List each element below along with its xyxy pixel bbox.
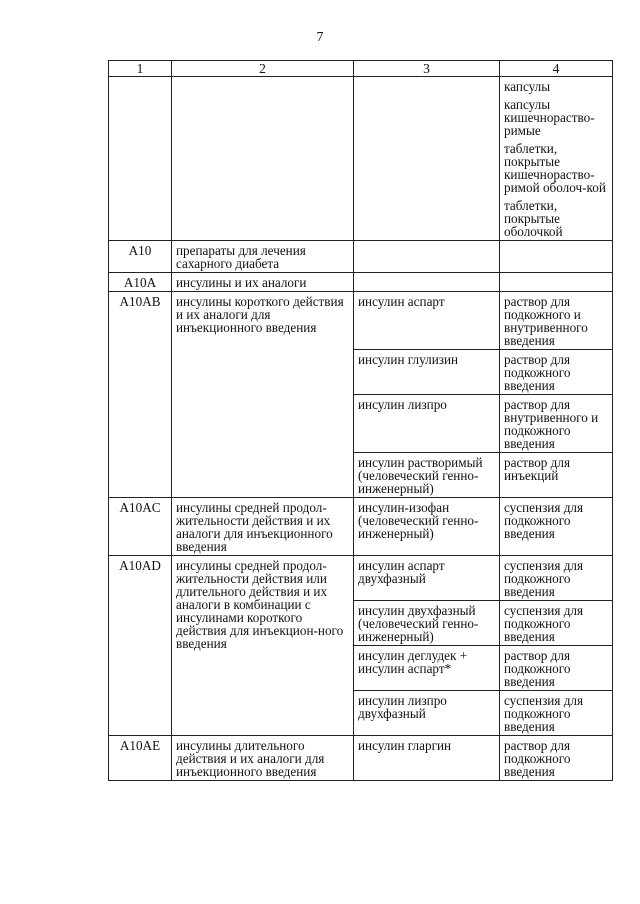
dosage-form: раствор для подкожного и внутривенного введения	[500, 292, 613, 350]
group-name	[172, 77, 354, 241]
group-name: инсулины средней продол-жительности действия и их аналоги для инъекционного введения	[172, 498, 354, 556]
group-name: препараты для лечения сахарного диабета	[172, 241, 354, 273]
group-name: инсулины длительного действия и их аналоги для инъекционного введения	[172, 736, 354, 781]
group-name: инсулины и их аналоги	[172, 273, 354, 292]
dosage-form: раствор для инъекций	[500, 453, 613, 498]
dosage-form: таблетки, покрытые оболочкой	[504, 198, 563, 239]
atc-code: A10AC	[109, 498, 172, 556]
drug-name: инсулин двухфазный (человеческий генно-инженерный)	[354, 601, 500, 646]
column-header-4: 4	[500, 61, 613, 77]
table-row	[109, 292, 613, 350]
drug-name	[354, 241, 500, 273]
dosage-form: суспензия для подкожного введения	[500, 691, 613, 736]
dosage-form: суспензия для подкожного введения	[500, 601, 613, 646]
dosage-form: раствор для подкожного введения	[500, 736, 613, 781]
dosage-form: суспензия для подкожного введения	[500, 556, 613, 601]
drug-name: инсулин деглудек + инсулин аспарт*	[354, 646, 500, 691]
dosage-form: таблетки, покрытые кишечнораство-римой оболоч-кой	[504, 141, 606, 195]
dosage-form	[500, 241, 613, 273]
header-row	[109, 61, 613, 77]
dosage-forms	[500, 77, 613, 241]
atc-code: A10AE	[109, 736, 172, 781]
drug-name: инсулин растворимый (человеческий генно-инженерный)	[354, 453, 500, 498]
dosage-form	[500, 273, 613, 292]
atc-code: A10A	[109, 273, 172, 292]
column-header-3: 3	[354, 61, 500, 77]
table-row	[109, 556, 613, 601]
drug-name: инсулин лизпро двухфазный	[354, 691, 500, 736]
atc-code: A10	[109, 241, 172, 273]
dosage-form: суспензия для подкожного введения	[500, 498, 613, 556]
table-row	[109, 498, 613, 556]
group-name: инсулины короткого действия и их аналоги для инъекционного введения	[172, 292, 354, 498]
column-header-2: 2	[172, 61, 354, 77]
page-number: 7	[316, 30, 324, 45]
table-row	[109, 77, 613, 241]
column-header-1: 1	[109, 61, 172, 77]
table-row	[109, 736, 613, 781]
dosage-form: раствор для внутривенного и подкожного введения	[500, 395, 613, 453]
drug-table	[108, 60, 613, 781]
drug-name: инсулин гларгин	[354, 736, 500, 781]
atc-code: A10AB	[109, 292, 172, 498]
dosage-form: раствор для подкожного введения	[500, 350, 613, 395]
group-name: инсулины средней продол-жительности действия или длительного действия и их аналоги в комбинации с инсулинами короткого действия для инъекцион-ного введения	[172, 556, 354, 736]
atc-code	[109, 77, 172, 241]
dosage-form: капсулы	[504, 79, 551, 94]
drug-name: инсулин аспарт	[354, 292, 500, 350]
drug-name: инсулин лизпро	[354, 395, 500, 453]
dosage-form: раствор для подкожного введения	[500, 646, 613, 691]
table-row	[109, 273, 613, 292]
dosage-form: капсулы кишечнораство-римые	[504, 97, 595, 138]
drug-name: инсулин глулизин	[354, 350, 500, 395]
table-row	[109, 241, 613, 273]
drug-name: инсулин аспарт двухфазный	[354, 556, 500, 601]
drug-name	[354, 77, 500, 241]
atc-code: A10AD	[109, 556, 172, 736]
drug-name: инсулин-изофан (человеческий генно-инженерный)	[354, 498, 500, 556]
drug-name	[354, 273, 500, 292]
